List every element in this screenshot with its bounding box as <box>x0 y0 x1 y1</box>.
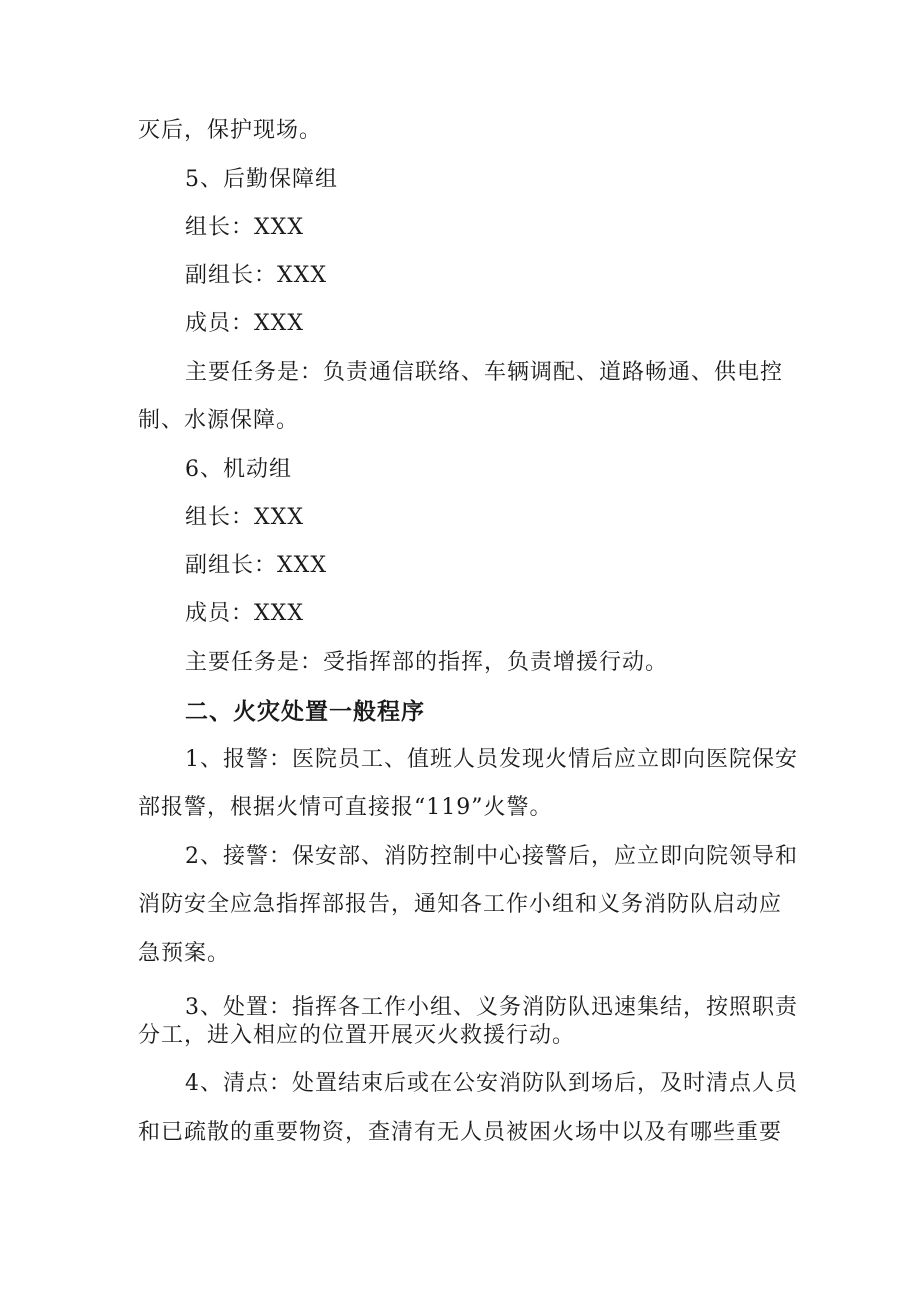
text-line: 消防安全应急指挥部报告，通知各工作小组和义务消防队启动应 <box>138 892 783 917</box>
text-line: 成员：XXX <box>185 601 304 626</box>
text-line: 灭后，保护现场。 <box>138 118 323 143</box>
chapter-heading-fire-procedure: 二、火灾处置一般程序 <box>185 699 425 725</box>
section-heading-mobile-group: 6、机动组 <box>185 457 292 482</box>
text-line: 主要任务是：受指挥部的指挥，负责增援行动。 <box>185 650 669 675</box>
text-line: 组长：XXX <box>185 505 304 530</box>
section-heading-logistics-group: 5、后勤保障组 <box>185 167 338 192</box>
text-line: 副组长：XXX <box>185 553 327 578</box>
text-line: 主要任务是：负责通信联络、车辆调配、道路畅通、供电控 <box>185 360 784 385</box>
text-line: 成员：XXX <box>185 311 304 336</box>
text-line: 副组长：XXX <box>185 263 327 288</box>
text-line: 急预案。 <box>138 941 231 966</box>
text-line: 制、水源保障。 <box>138 408 300 433</box>
text-line: 4、清点：处置结束后或在公安消防队到场后，及时清点人员 <box>185 1071 798 1096</box>
text-line: 组长：XXX <box>185 215 304 240</box>
text-line: 分工，进入相应的位置开展灭火救援行动。 <box>138 1023 576 1048</box>
text-line: 部报警，根据火情可直接报“119”火警。 <box>138 795 553 820</box>
text-line: 2、接警：保安部、消防控制中心接警后，应立即向院领导和 <box>185 844 798 869</box>
text-line: 3、处置：指挥各工作小组、义务消防队迅速集结，按照职责 <box>185 995 798 1020</box>
text-line: 1、报警：医院员工、值班人员发现火情后应立即向医院保安 <box>185 747 798 772</box>
text-line: 和已疏散的重要物资，查清有无人员被困火场中以及有哪些重要 <box>138 1120 783 1145</box>
